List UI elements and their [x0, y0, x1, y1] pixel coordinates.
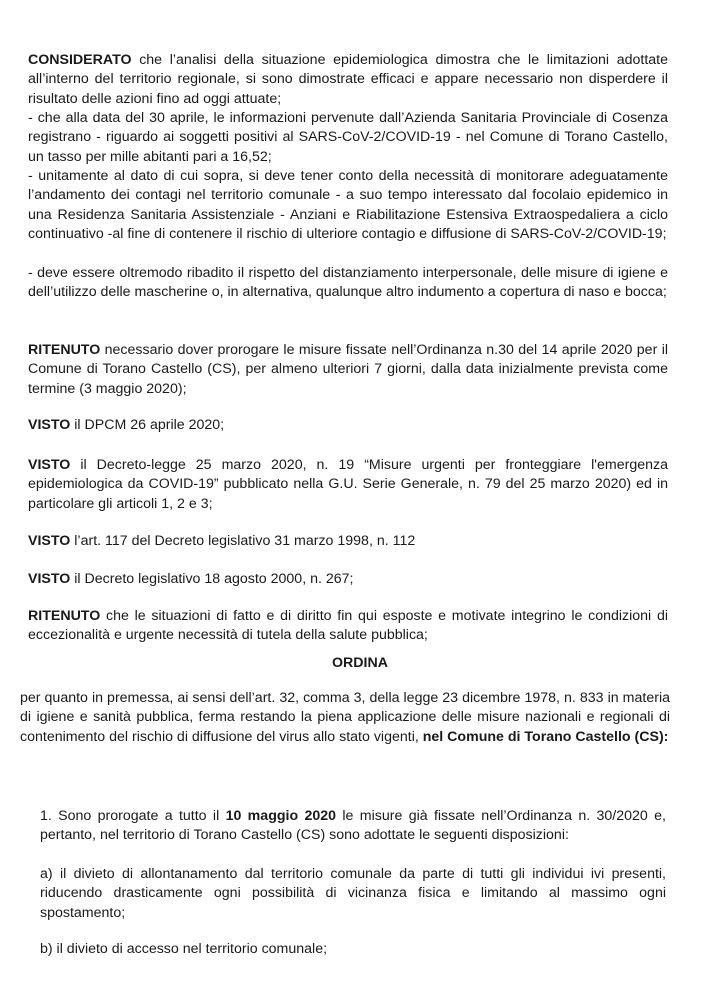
visto-dlgs267-text: il Decreto legislativo 18 agosto 2000, n. 267;	[70, 571, 354, 587]
ritenuto-eccezionalita-text: che le situazioni di fatto e di diritto fin qui esposte e motivate integrino le condizioni di eccezionalità e urgente necessità di tutela della salute pubblica;	[28, 608, 668, 644]
visto-art117-paragraph	[28, 532, 668, 551]
premessa-text: per quanto in premessa, ai sensi dell’art. 32, comma 3, della legge 23 dicembre 1978, n. 833 in materia di igiene e sanità pubblica, ferma restando la piena applicazione delle misure nazionali e regionali di contenimento del rischio di diffusione del virus allo stato vigenti,	[20, 690, 670, 745]
ritenuto-lead: RITENUTO	[28, 342, 101, 358]
bullet-paragraph-distanziamento: - deve essere oltremodo ribadito il rispetto del distanziamento interpersonale, delle misure di igiene e dell’utilizzo delle mascherine o, in alternativa, qualunque altro indumento a copertura di naso e bocca;	[28, 265, 668, 301]
bullet-paragraph-data: - che alla data del 30 aprile, le informazioni pervenute dall’Azienda Sanitaria Provinciale di Cosenza registrano - riguardo ai soggetti positivi al SARS-CoV-2/COVID-19 - nel Comune di Torano Castello, un tasso per mille abitanti pari a 16,52;	[28, 110, 668, 165]
item1-post: le misure già fissate nell’Ordinanza n. 30/2020 e, pertanto, nel territorio di Torano Castello (CS) sono adottate le seguenti disposizioni:	[40, 808, 666, 844]
considerato-text: che l’analisi della situazione epidemiologica dimostra che le limitazioni adottate all’interno del territorio regionale, si sono dimostrate efficaci e appare necessario non disperdere il risultato delle azioni fino ad oggi attuate;	[28, 52, 668, 107]
visto-art117-text: l’art. 117 del Decreto legislativo 31 marzo 1998, n. 112	[70, 533, 416, 549]
visto-lead: VISTO	[28, 571, 71, 587]
visto-lead: VISTO	[28, 533, 71, 549]
visto-decreto-legge-paragraph	[28, 456, 668, 514]
considerato-lead: CONSIDERATO	[28, 52, 132, 68]
considerato-paragraph	[28, 51, 668, 109]
ritenuto-lead: RITENUTO	[28, 608, 101, 624]
premessa-paragraph	[20, 689, 670, 747]
ritenuto-text: necessario dover prorogare le misure fissate nell’Ordinanza n.30 del 14 aprile 2020 per il Comune di Torano Castello (CS), per almeno ulteriori 7 giorni, dalla data inizialmente prevista come termine (3 maggio 2020);	[28, 342, 668, 397]
visto-dpcm-paragraph	[28, 416, 668, 435]
ritenuto-proroga-paragraph	[28, 341, 668, 399]
bullet-paragraph-monitoraggio: - unitamente al dato di cui sopra, si deve tener conto della necessità di monitorare adeguatamente l’andamento dei contagi nel territorio comunale - a suo tempo interessato dal focolaio epidemico in una Residenza Sanitaria Assistenziale - Anziani e Riabilitazione Estensiva Extraospedaliera a ciclo continuativo -al fine di contenere il rischio di ulteriore contagio e diffusione di SARS-CoV-2/COVID-19;	[28, 168, 668, 243]
item1-date: 10 maggio 2020	[225, 808, 337, 824]
ordina-item-1	[40, 807, 666, 846]
ritenuto-eccezionalita-paragraph	[28, 607, 668, 646]
visto-lead: VISTO	[28, 417, 71, 433]
item1-pre: 1. Sono prorogate a tutto il	[40, 808, 226, 824]
ordina-heading: ORDINA	[332, 655, 388, 671]
visto-lead: VISTO	[28, 457, 71, 473]
ordina-item-b: b) il divieto di accesso nel territorio comunale;	[40, 941, 328, 957]
visto-dpcm-text: il DPCM 26 aprile 2020;	[70, 417, 225, 433]
visto-dlgs267-paragraph	[28, 570, 668, 589]
premessa-bold-tail: nel Comune di Torano Castello (CS):	[422, 728, 669, 745]
visto-decreto-legge-text: il Decreto-legge 25 marzo 2020, n. 19 “Misure urgenti per fronteggiare l'emergenza epidemiologica da COVID-19” pubblicato nella G.U. Serie Generale, n. 79 del 25 marzo 2020) ed in particolare gli articoli 1, 2 e 3;	[28, 457, 668, 512]
ordina-item-a: a) il divieto di allontanamento dal territorio comunale da parte di tutti gli individui ivi presenti, riducendo drasticamente ogni possibilità di vicinanza fisica e limitando al massimo ogni spostamento;	[40, 866, 666, 921]
